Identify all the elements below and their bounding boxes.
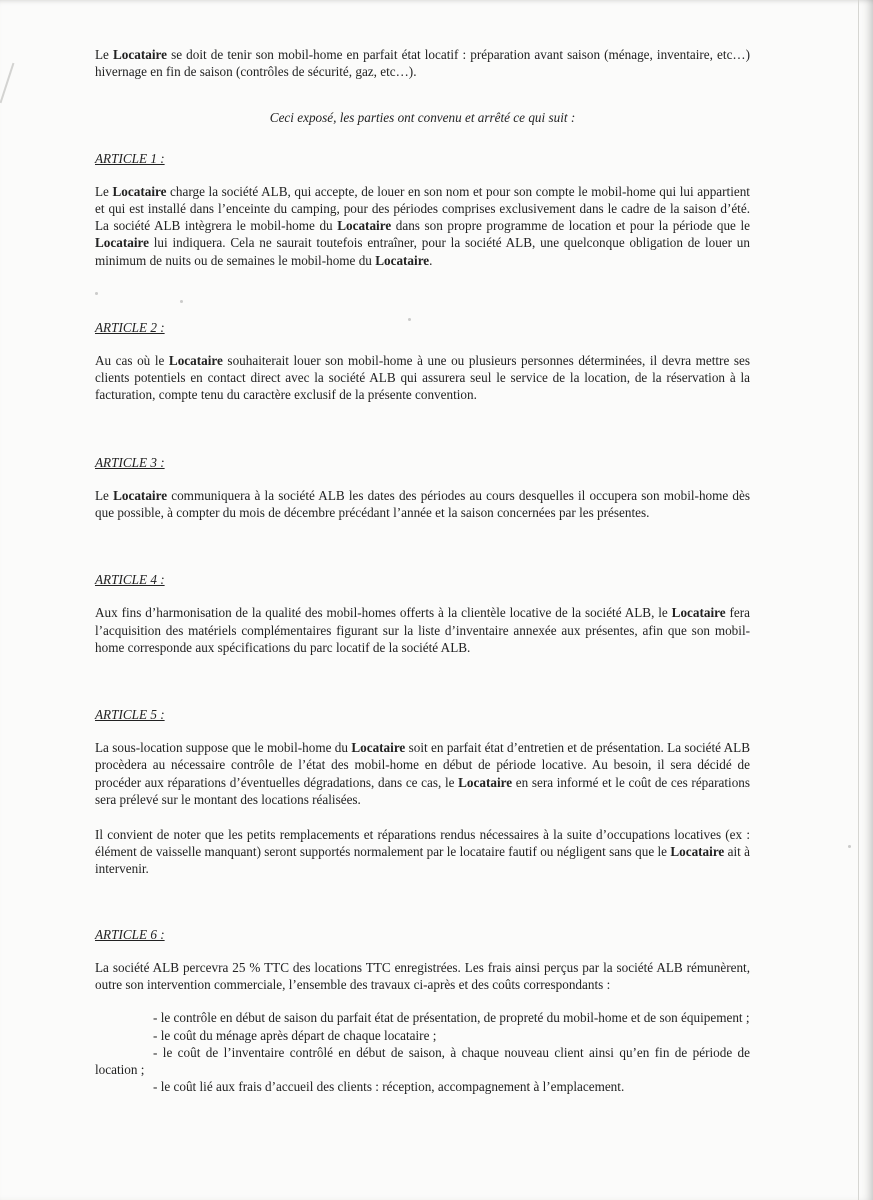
list-item: - le coût de l’inventaire contrôlé en début de saison, à chaque nouveau client ainsi qu’en fin de période de location ; [95,1044,750,1077]
preamble: Ceci exposé, les parties ont convenu et arrêté ce qui suit : [269,110,576,126]
article-6-list [95,1009,750,1095]
article-6-title: ARTICLE 6 : [95,926,165,942]
article-3-text: Le Locataire communiquera à la société ALB les dates des périodes au cours desquelles il occupera son mobil-home dès que possible, à compter du mois de décembre précédant l’année et la saison concernées par les présentes. [95,487,750,521]
article-3 [95,454,750,522]
list-item: - le contrôle en début de saison du parfait état de présentation, de propreté du mobil-home et de son équipement ; [153,1010,750,1026]
article-1-text: Le Locataire charge la société ALB, qui accepte, de louer en son nom et pour son compte le mobil-home qui lui appartient et qui est installé dans l’enceinte du camping, pour des périodes comprises exclusivement dans le cadre de la saison d’été. La société ALB intègrera le mobil-home du Locataire dans son propre programme de location et pour la période que le Locataire lui indiquera. Cela ne saurait toutefois entraîner, pour la société ALB, une quelconque obligation de louer un minimum de nuits ou de semaines le mobil-home du Locataire. [95,183,750,268]
article-4-text: Aux fins d’harmonisation de la qualité des mobil-homes offerts à la clientèle locative de la société ALB, le Locataire fera l’acquisition des matériels complémentaires figurant sur la liste d’inventaire annexée aux présentes, afin que son mobil-home corresponde aux spécifications du parc locatif de la société ALB. [95,605,750,655]
article-3-title: ARTICLE 3 : [95,454,165,470]
article-4 [95,571,750,656]
scan-artifact-line [0,63,14,104]
article-2 [95,319,750,404]
article-5-text: La sous-location suppose que le mobil-home du Locataire soit en parfait état d’entretien et de présentation. La société ALB procèdera au nécessaire contrôle de l’état des mobil-home en début de période locative. Au besoin, il sera décidé de procéder aux réparations d’éventuelles dégradations, dans ce cas, le Locataire en sera informé et le coût de ces réparations sera prélevé sur le montant des locations réalisées. [95,740,751,807]
article-2-text: Au cas où le Locataire souhaiterait louer son mobil-home à une ou plusieurs personnes déterminées, il devra mettre ses clients potentiels en contact direct avec la société ALB qui assurera seul le service de la location, de la réservation à la facturation, compte tenu du caractère exclusif de la présente convention. [95,353,750,403]
list-item: - le coût du ménage après départ de chaque locataire ; [153,1027,437,1043]
article-1 [95,150,750,269]
page-edge [858,0,859,1200]
document-body [95,46,750,1095]
article-4-title: ARTICLE 4 : [95,572,165,588]
article-5-title: ARTICLE 5 : [95,707,165,723]
article-6 [95,926,750,1096]
article-6-text: La société ALB percevra 25 % TTC des locations TTC enregistrées. Les frais ainsi perçus par la société ALB rémunèrent, outre son intervention commerciale, l’ensemble des travaux ci-après et des coûts correspondants : [95,959,750,993]
article-1-title: ARTICLE 1 : [95,150,165,166]
scan-speck [848,845,851,848]
article-5 [95,706,750,878]
list-item: - le coût lié aux frais d’accueil des clients : réception, accompagnement à l’emplacement. [153,1079,625,1095]
article-2-title: ARTICLE 2 : [95,319,165,335]
article-5-text-2: Il convient de noter que les petits remplacements et réparations rendus nécessaires à la suite d’occupations locatives (ex : élément de vaisselle manquant) seront supportés normalement par le locataire fautif ou négligent sans que le Locataire ait à intervenir. [95,827,750,877]
intro-paragraph: Le Locataire se doit de tenir son mobil-home en parfait état locatif : préparation avant saison (ménage, inventaire, etc…) hivernage en fin de saison (contrôles de sécurité, gaz, etc…). [95,47,750,80]
